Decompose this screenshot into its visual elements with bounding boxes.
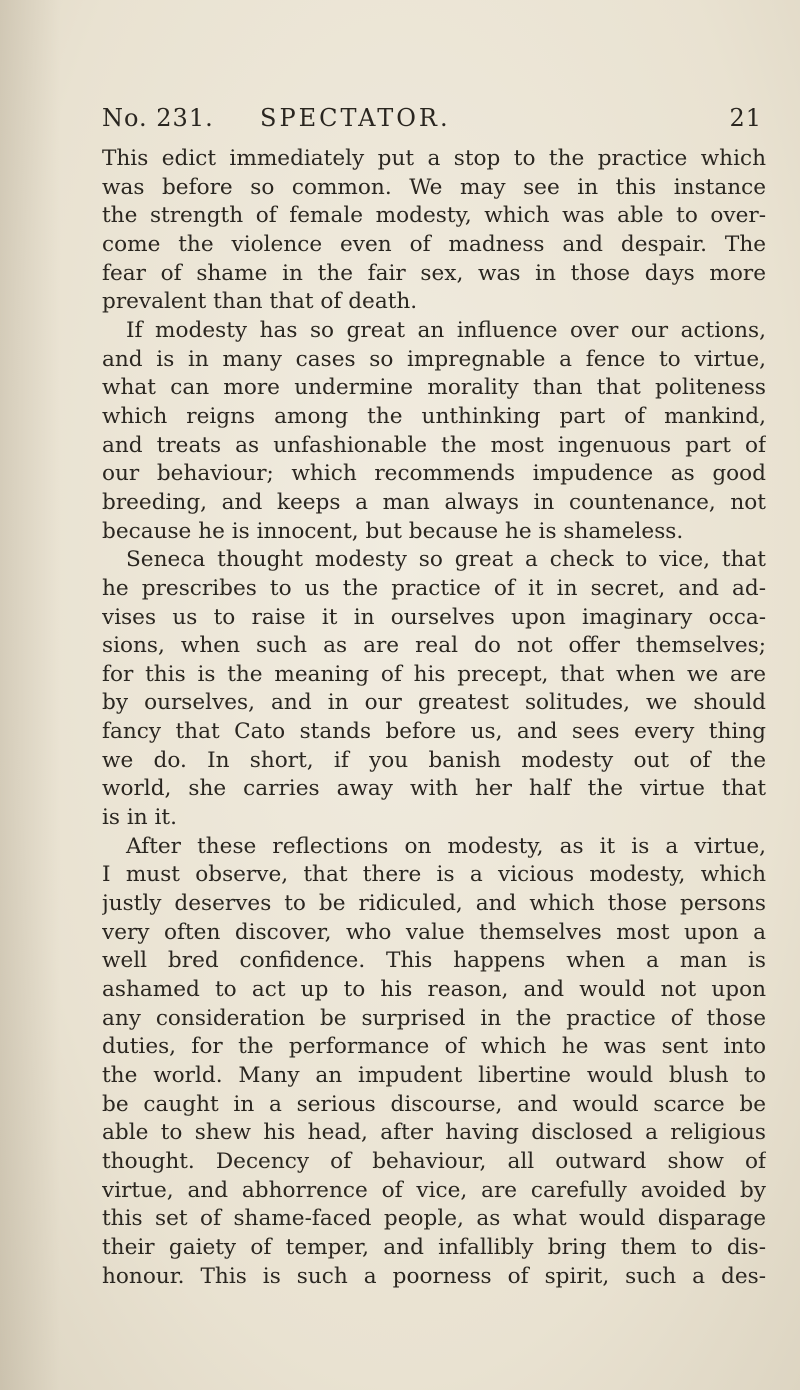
body-text — [102, 145, 766, 1291]
text-line: After these reflections on modesty, as it is a virtue, — [126, 833, 766, 859]
text-line: the strength of female modesty, which was able to over- — [102, 203, 766, 229]
gutter-shadow — [0, 0, 60, 1390]
text-line: duties, for the performance of which he was sent into — [102, 1034, 766, 1060]
text-line: this set of shame-faced people, as what would disparage — [102, 1206, 766, 1232]
text-line: because he is innocent, but because he is shameless. — [102, 518, 684, 544]
text-line: vises us to raise it in ourselves upon imaginary occa- — [102, 604, 766, 630]
text-line: come the violence even of madness and despair. The — [102, 231, 766, 257]
text-line: able to shew his head, after having disclosed a religious — [102, 1120, 766, 1146]
issue-number: No. 231. — [102, 104, 214, 132]
text-line: justly deserves to be ridiculed, and which those persons — [102, 891, 766, 917]
text-line: we do. In short, if you banish modesty out of the — [102, 747, 766, 773]
text-line: sions, when such as are real do not offer themselves; — [102, 633, 766, 659]
running-header — [102, 104, 762, 144]
text-line: ashamed to act up to his reason, and would not upon — [102, 977, 766, 1003]
text-line: well bred confidence. This happens when a man is — [102, 948, 766, 974]
text-line: their gaiety of temper, and infallibly bring them to dis- — [102, 1234, 766, 1260]
text-line: by ourselves, and in our greatest solitudes, we should — [102, 690, 766, 716]
text-line: thought. Decency of behaviour, all outward show of — [102, 1148, 766, 1174]
text-line: world, she carries away with her half the virtue that — [102, 776, 766, 802]
text-line: Seneca thought modesty so great a check to vice, that — [126, 547, 766, 573]
text-line: and treats as unfashionable the most ingenuous part of — [102, 432, 766, 458]
text-line: he prescribes to us the practice of it in secret, and ad- — [102, 575, 766, 601]
text-line: the world. Many an impudent libertine would blush to — [102, 1063, 766, 1088]
text-line: This edict immediately put a stop to the practice which — [102, 146, 766, 171]
text-line: virtue, and abhorrence of vice, are carefully avoided by — [102, 1177, 766, 1203]
text-line: our behaviour; which recommends impudence as good — [102, 461, 766, 487]
text-line: was before so common. We may see in this instance — [102, 174, 766, 200]
text-line: fear of shame in the fair sex, was in those days more — [102, 260, 766, 286]
page-number: 21 — [729, 104, 762, 132]
text-line: breeding, and keeps a man always in countenance, not — [102, 489, 766, 515]
text-line: any consideration be surprised in the practice of those — [102, 1005, 766, 1031]
text-line: prevalent than that of death. — [102, 289, 418, 315]
text-line: If modesty has so great an influence over our actions, — [126, 317, 766, 343]
text-line: be caught in a serious discourse, and would scarce be — [102, 1091, 766, 1117]
text-line: very often discover, who value themselves most upon a — [102, 919, 766, 945]
text-line: honour. This is such a poorness of spirit, such a des- — [102, 1263, 766, 1289]
text-line: which reigns among the unthinking part of mankind, — [102, 403, 766, 429]
text-line: and is in many cases so impregnable a fence to virtue, — [102, 346, 766, 372]
text-line: what can more undermine morality than that politeness — [102, 375, 766, 401]
running-title: SPECTATOR. — [260, 104, 451, 132]
text-line: is in it. — [102, 805, 177, 831]
text-line: for this is the meaning of his precept, that when we are — [102, 661, 766, 687]
text-line: I must observe, that there is a vicious modesty, which — [102, 862, 766, 888]
text-line: fancy that Cato stands before us, and sees every thing — [102, 719, 766, 745]
